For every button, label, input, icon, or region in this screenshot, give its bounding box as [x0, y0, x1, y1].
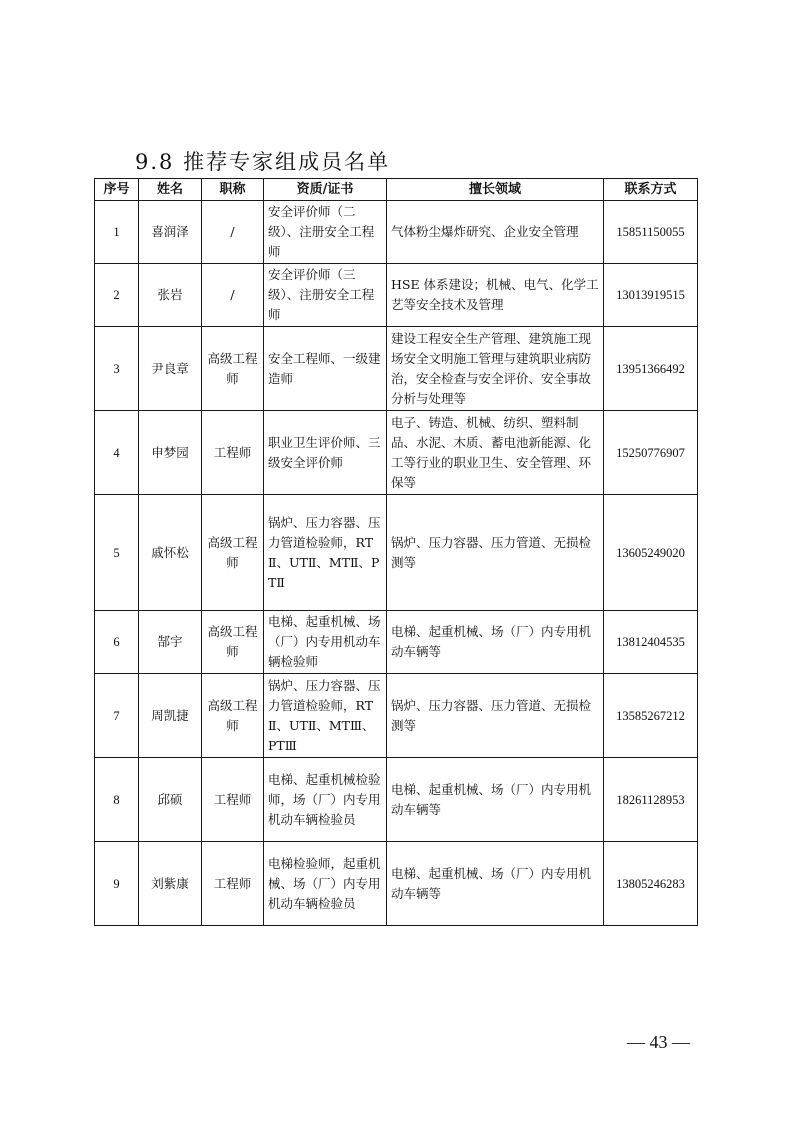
- row-name: 周凯捷: [139, 674, 202, 758]
- row-cert: 安全评价师（三级）、注册安全工程师: [264, 264, 387, 327]
- row-cert: 电梯、起重机械、场（厂）内专用机动车辆检验师: [264, 611, 387, 674]
- row-cert: 职业卫生评价师、三级安全评价师: [264, 411, 387, 495]
- page-number: — 43 —: [627, 1032, 690, 1052]
- header-cert: 资质/证书: [264, 179, 387, 201]
- row-no: 2: [95, 264, 139, 327]
- row-cert: 安全工程师、一级建造师: [264, 327, 387, 411]
- header-title: 职称: [202, 179, 264, 201]
- header-name: 姓名: [139, 179, 202, 201]
- row-name: 郜宇: [139, 611, 202, 674]
- row-name: 刘紫康: [139, 842, 202, 926]
- table-row: [95, 758, 698, 842]
- row-field: 锅炉、压力容器、压力管道、无损检测等: [387, 674, 604, 758]
- table-row: [95, 611, 698, 674]
- row-no: 8: [95, 758, 139, 842]
- row-phone: 13585267212: [604, 674, 698, 758]
- row-phone: 15250776907: [604, 411, 698, 495]
- row-field: 电子、铸造、机械、纺织、塑料制品、水泥、木质、蓄电池新能源、化工等行业的职业卫生、安全管理、环保等: [387, 411, 604, 495]
- table-row: [95, 495, 698, 611]
- row-field: 电梯、起重机械、场（厂）内专用机动车辆等: [387, 842, 604, 926]
- table-row: [95, 327, 698, 411]
- row-field: HSE 体系建设；机械、电气、化学工艺等安全技术及管理: [387, 264, 604, 327]
- row-title: 工程师: [202, 758, 264, 842]
- row-phone: 15851150055: [604, 201, 698, 264]
- row-name: 邱硕: [139, 758, 202, 842]
- header-no: 序号: [95, 179, 139, 201]
- row-cert: 锅炉、压力容器、压力管道检验师，RTⅡ、UTⅡ、MTⅢ、PTⅢ: [264, 674, 387, 758]
- row-cert: 安全评价师（二级）、注册安全工程师: [264, 201, 387, 264]
- row-no: 7: [95, 674, 139, 758]
- row-phone: 13013919515: [604, 264, 698, 327]
- section-title: 9.8 推荐专家组成员名单: [135, 150, 391, 174]
- row-cert: 锅炉、压力容器、压力管道检验师，RTⅡ、UTⅡ、MTⅡ、PTⅡ: [264, 495, 387, 611]
- header-field: 擅长领域: [387, 179, 604, 201]
- table-row: [95, 264, 698, 327]
- row-name: 喜润泽: [139, 201, 202, 264]
- row-phone: 13812404535: [604, 611, 698, 674]
- header-phone: 联系方式: [604, 179, 698, 201]
- row-no: 1: [95, 201, 139, 264]
- row-no: 3: [95, 327, 139, 411]
- row-no: 6: [95, 611, 139, 674]
- row-title: /: [202, 201, 264, 264]
- table-row: [95, 201, 698, 264]
- row-field: 建设工程安全生产管理、建筑施工现场安全文明施工管理与建筑职业病防治，安全检查与安全评价、安全事故分析与处理等: [387, 327, 604, 411]
- row-title: 工程师: [202, 842, 264, 926]
- row-field: 电梯、起重机械、场（厂）内专用机动车辆等: [387, 758, 604, 842]
- row-title: 高级工程师: [202, 674, 264, 758]
- row-phone: 13805246283: [604, 842, 698, 926]
- row-phone: 18261128953: [604, 758, 698, 842]
- row-phone: 13605249020: [604, 495, 698, 611]
- table-row: [95, 411, 698, 495]
- row-field: 电梯、起重机械、场（厂）内专用机动车辆等: [387, 611, 604, 674]
- row-title: 高级工程师: [202, 495, 264, 611]
- row-cert: 电梯检验师，起重机械、场（厂）内专用机动车辆检验员: [264, 842, 387, 926]
- row-no: 4: [95, 411, 139, 495]
- expert-roster-table: [94, 178, 698, 926]
- table-header-row: [95, 179, 698, 201]
- table-row: [95, 674, 698, 758]
- row-field: 气体粉尘爆炸研究、企业安全管理: [387, 201, 604, 264]
- row-title: 工程师: [202, 411, 264, 495]
- row-name: 申梦园: [139, 411, 202, 495]
- table-row: [95, 842, 698, 926]
- row-title: 高级工程师: [202, 327, 264, 411]
- row-no: 5: [95, 495, 139, 611]
- row-title: /: [202, 264, 264, 327]
- row-name: 戚怀松: [139, 495, 202, 611]
- row-name: 尹良章: [139, 327, 202, 411]
- row-phone: 13951366492: [604, 327, 698, 411]
- row-name: 张岩: [139, 264, 202, 327]
- row-field: 锅炉、压力容器、压力管道、无损检测等: [387, 495, 604, 611]
- row-title: 高级工程师: [202, 611, 264, 674]
- row-no: 9: [95, 842, 139, 926]
- row-cert: 电梯、起重机械检验师，场（厂）内专用机动车辆检验员: [264, 758, 387, 842]
